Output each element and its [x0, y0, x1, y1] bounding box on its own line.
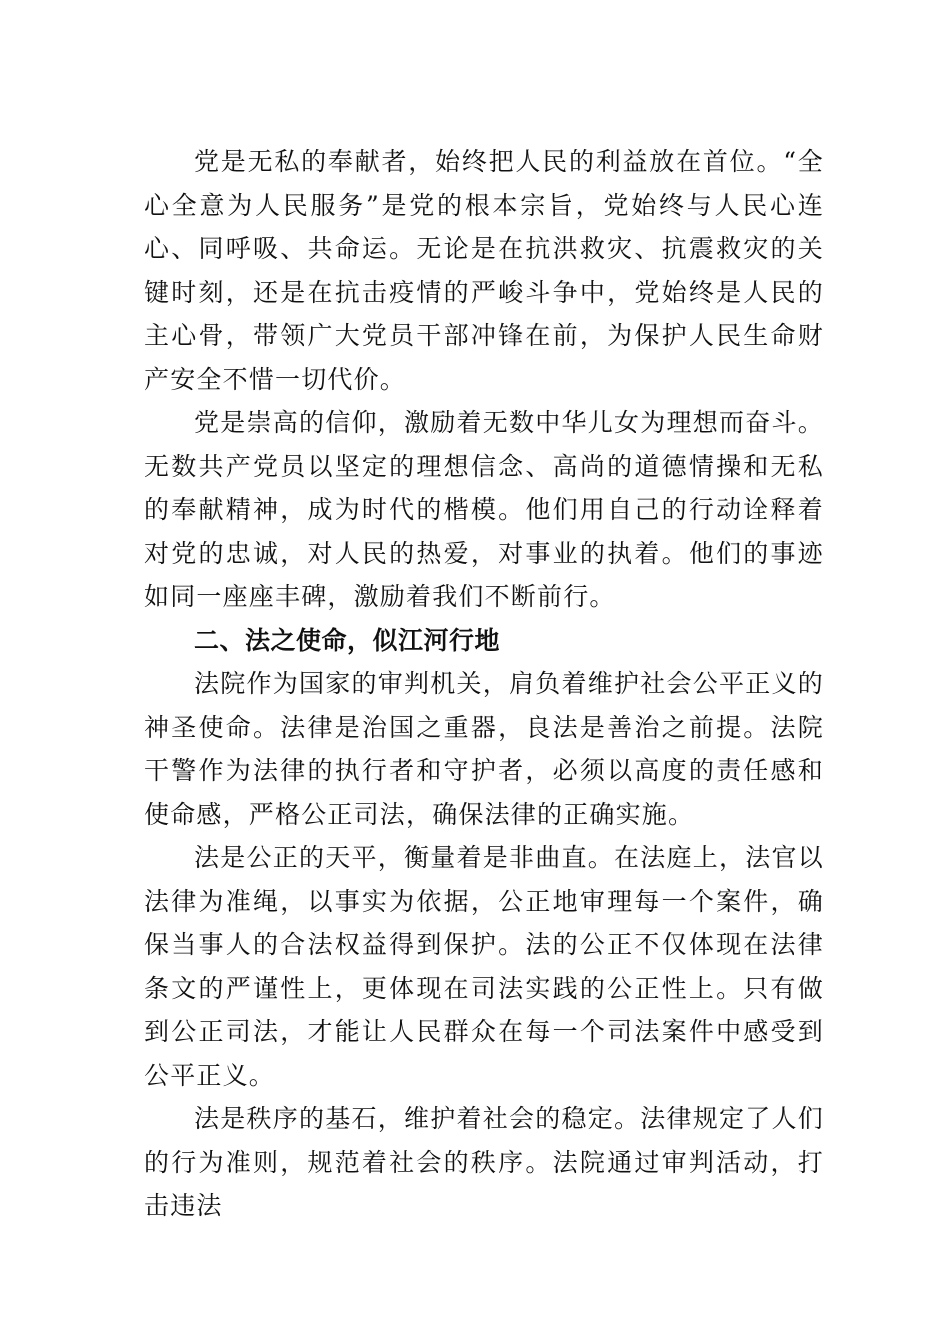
paragraph-court-mission: 法院作为国家的审判机关，肩负着维护社会公平正义的神圣使命。法律是治国之重器，良法是善治之前提。法院干警作为法律的执行者和守护者，必须以高度的责任感和使命感，严格公正司法，确保法律的正确实施。 — [144, 669, 824, 829]
paragraph-law-justice: 法是公正的天平，衡量着是非曲直。在法庭上，法官以法律为准绳，以事实为依据，公正地审理每一个案件，确保当事人的合法权益得到保护。法的公正不仅体现在法律条文的严谨性上，更体现在司法实践的公正性上。只有做到公正司法，才能让人民群众在每一个司法案件中感受到公平正义。 — [144, 843, 824, 1090]
document-body — [144, 140, 824, 1228]
paragraph-law-order: 法是秩序的基石，维护着社会的稳定。法律规定了人们的行为准则，规范着社会的秩序。法院通过审判活动，打击违法 — [144, 1104, 824, 1220]
paragraph-party-dedication: 党是无私的奉献者，始终把人民的利益放在首位。“全心全意为人民服务”是党的根本宗旨，党始终与人民心连心、同呼吸、共命运。无论是在抗洪救灾、抗震救灾的关键时刻，还是在抗击疫情的严峻斗争中，党始终是人民的主心骨，带领广大党员干部冲锋在前，为保护人民生命财产安全不惜一切代价。 — [144, 147, 824, 394]
section-heading: 二、法之使命，似江河行地 — [194, 625, 501, 655]
paragraph-party-faith: 党是崇高的信仰，激励着无数中华儿女为理想而奋斗。无数共产党员以坚定的理想信念、高尚的道德情操和无私的奉献精神，成为时代的楷模。他们用自己的行动诠释着对党的忠诚，对人民的热爱，对事业的执着。他们的事迹如同一座座丰碑，激励着我们不断前行。 — [144, 408, 824, 611]
